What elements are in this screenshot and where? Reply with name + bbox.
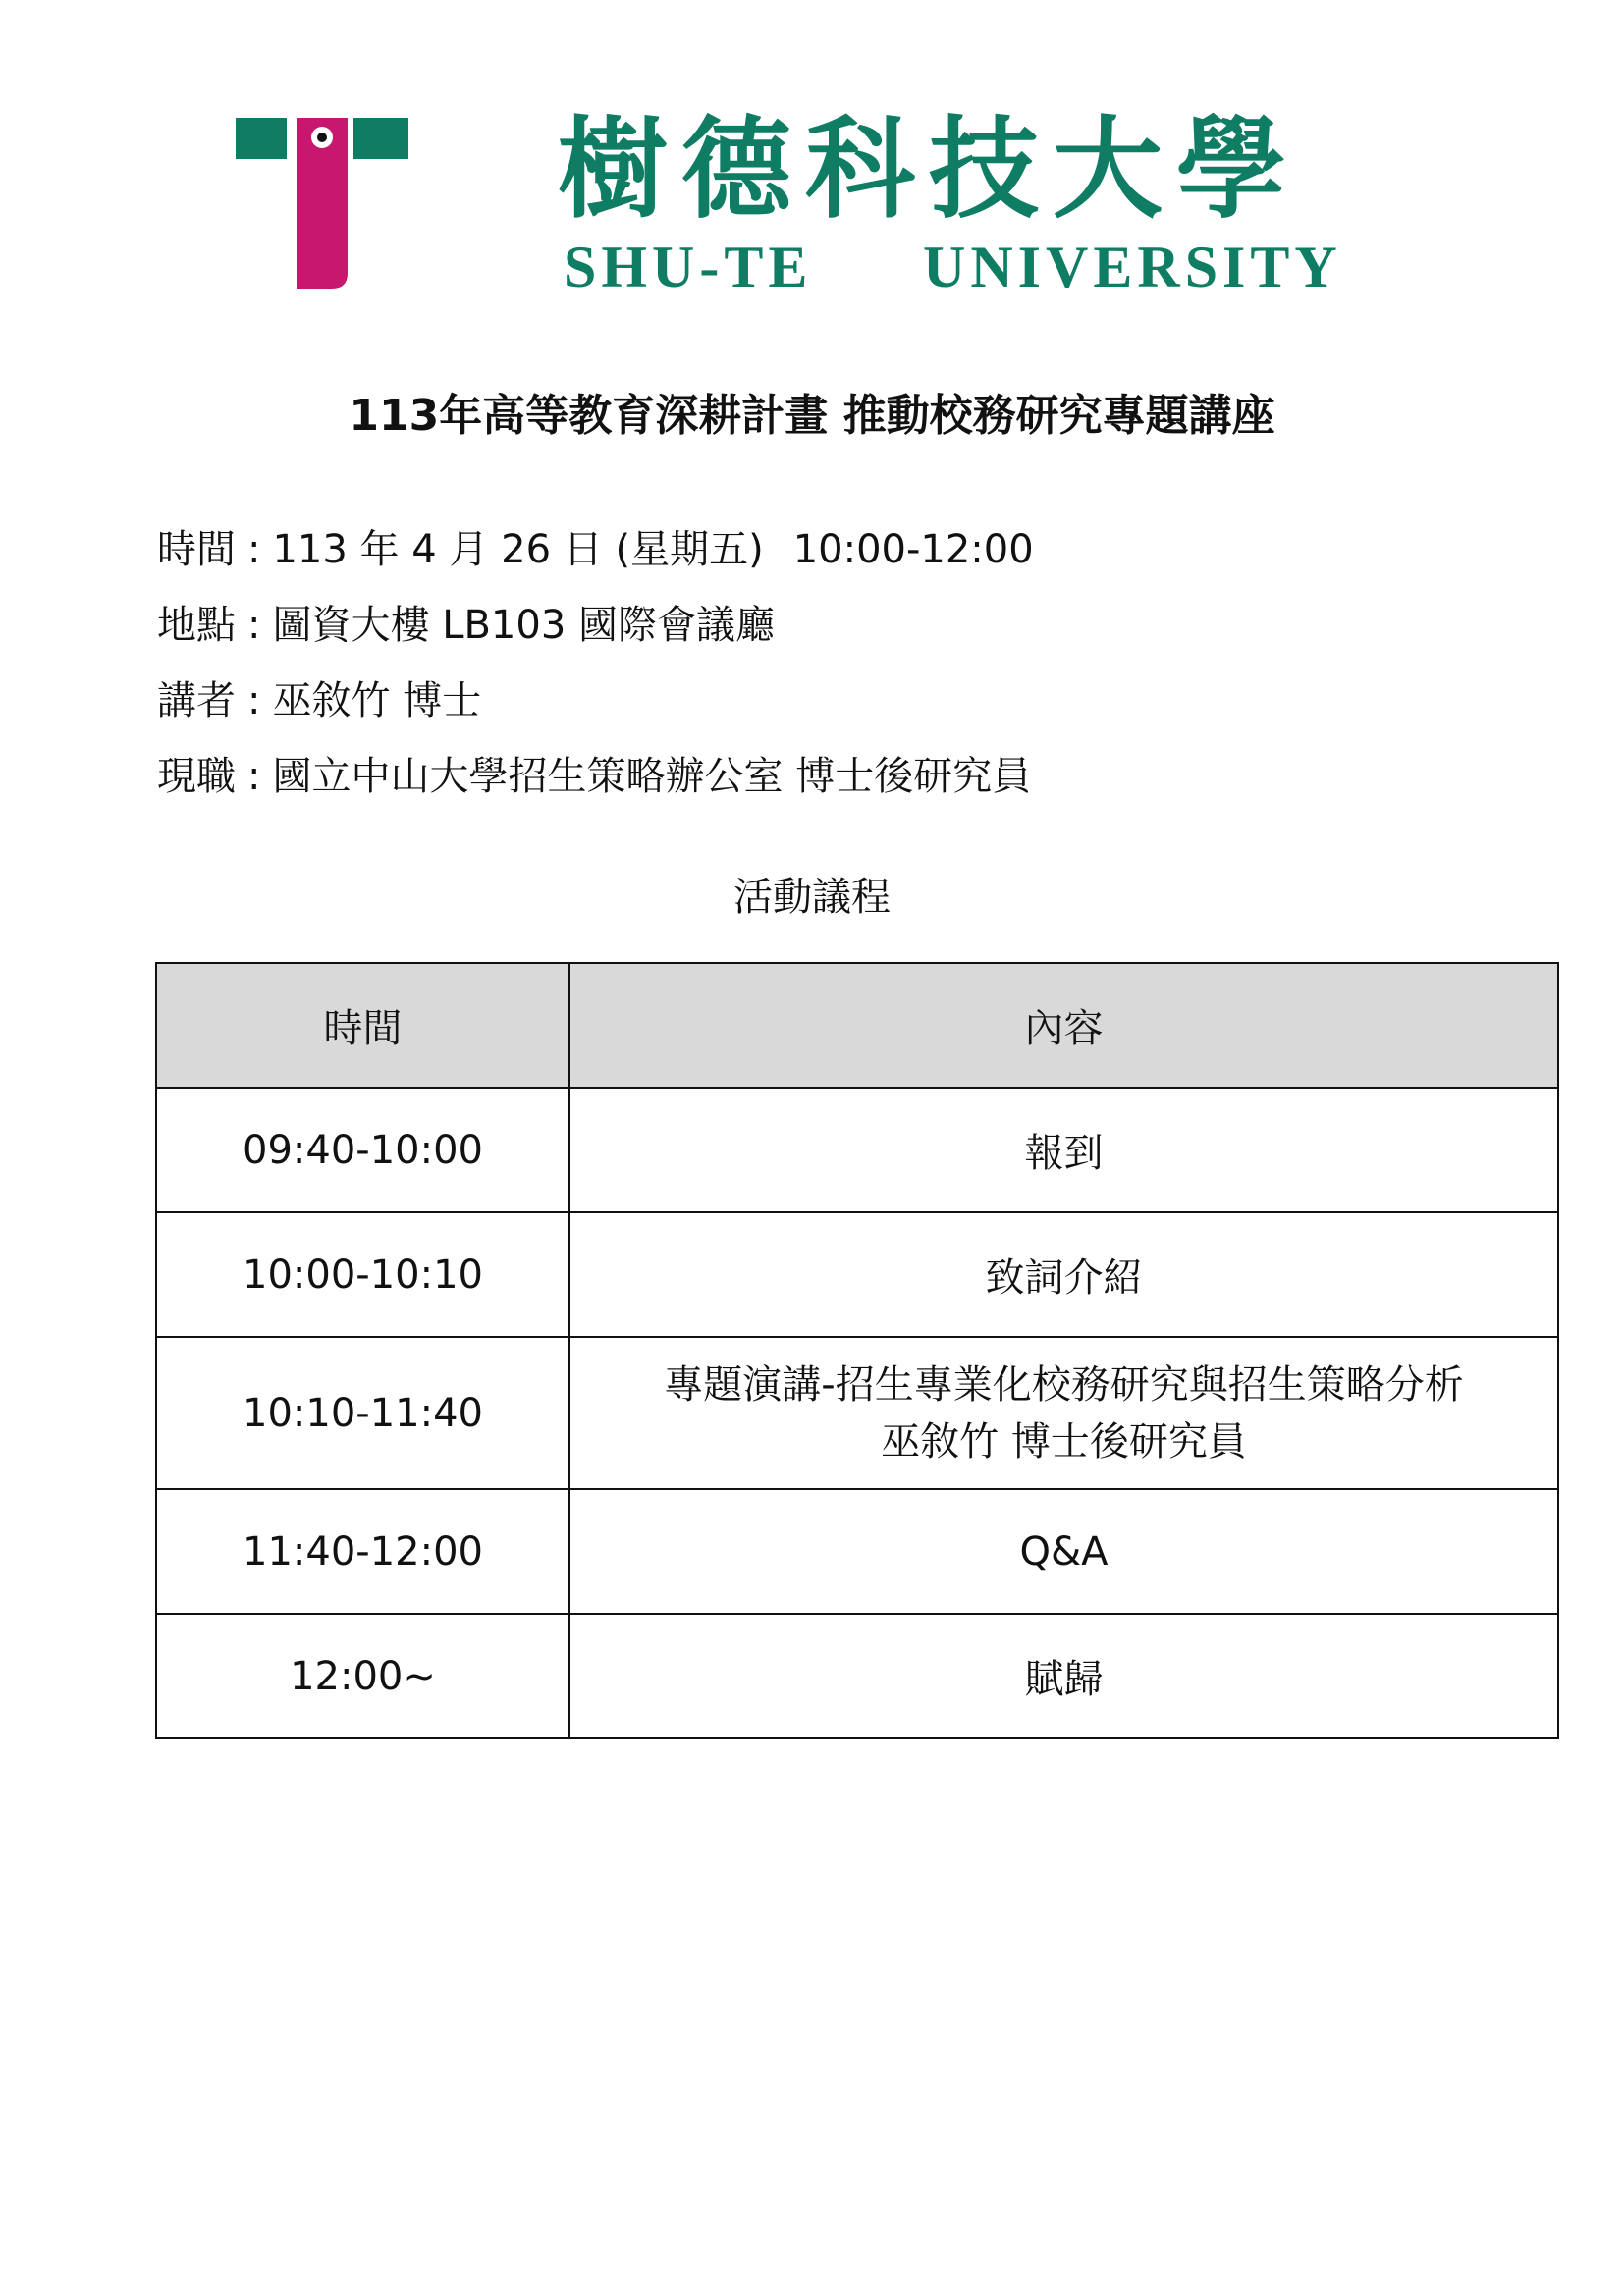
page-title: 113年高等教育深耕計畫 推動校務研究專題講座: [349, 391, 1275, 441]
table-row: [156, 1614, 1558, 1738]
agenda-content-line: 專題演講-招生專業化校務研究與招生策略分析: [664, 1362, 1464, 1408]
info-time-row: [157, 512, 1492, 588]
event-info: [157, 512, 1492, 815]
info-speaker-value: 巫敘竹 博士: [272, 678, 482, 723]
info-colon: :: [247, 754, 261, 799]
table-row: [156, 1088, 1558, 1212]
info-place-label: 地點: [157, 603, 236, 648]
info-colon: :: [247, 678, 261, 723]
info-position-row: [157, 739, 1492, 815]
info-colon: :: [247, 527, 261, 572]
agenda-content-cell: 報到: [569, 1088, 1558, 1212]
agenda-content-cell: Q&A: [569, 1489, 1558, 1614]
agenda-table: [155, 962, 1559, 1739]
info-position-value: 國立中山大學招生策略辦公室 博士後研究員: [272, 754, 1032, 799]
table-row: [156, 1489, 1558, 1614]
university-logo-icon: [234, 116, 410, 293]
agenda-time-cell: 10:10-11:40: [156, 1337, 569, 1489]
info-speaker-row: [157, 664, 1492, 739]
agenda-content-cell: 致詞介紹: [569, 1212, 1558, 1337]
info-place-row: [157, 588, 1492, 664]
agenda-time-cell: 12:00~: [156, 1614, 569, 1738]
agenda-time-cell: 11:40-12:00: [156, 1489, 569, 1614]
info-colon: :: [247, 603, 261, 648]
agenda-header-row: [156, 963, 1558, 1088]
info-time-range: 10:00-12:00: [792, 527, 1034, 572]
agenda-header-content: 內容: [569, 963, 1558, 1088]
agenda-content-subline: 巫敘竹 博士後研究員: [881, 1418, 1247, 1465]
info-position-label: 現職: [157, 754, 236, 799]
agenda-header-time: 時間: [156, 963, 569, 1088]
university-name-en-part2: UNIVERSITY: [923, 235, 1342, 299]
university-name-cn: 樹德科技大學: [558, 105, 1300, 234]
info-time-label: 時間: [157, 527, 236, 572]
table-row: [156, 1212, 1558, 1337]
agenda-time-cell: 10:00-10:10: [156, 1212, 569, 1337]
agenda-title: 活動議程: [733, 875, 891, 920]
info-time-value: 113 年 4 月 26 日 (星期五): [272, 527, 764, 572]
agenda-content-cell: [569, 1337, 1558, 1489]
agenda-content-cell: 賦歸: [569, 1614, 1558, 1738]
info-place-value: 圖資大樓 LB103 國際會議廳: [272, 603, 775, 648]
university-name-en-part1: SHU-TE: [564, 235, 813, 299]
info-speaker-label: 講者: [157, 678, 236, 723]
table-row: [156, 1337, 1558, 1489]
agenda-time-cell: 09:40-10:00: [156, 1088, 569, 1212]
